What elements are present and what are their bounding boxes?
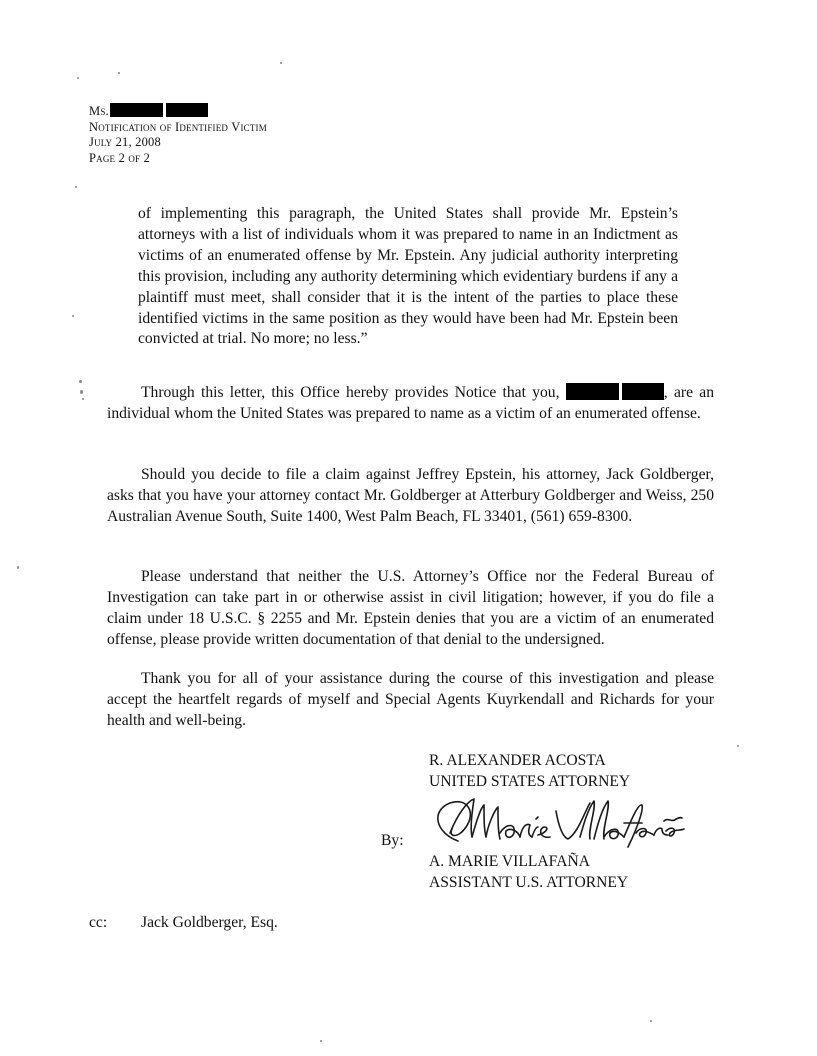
cc-recipient: Jack Goldberger, Esq.	[141, 914, 278, 931]
quoted-paragraph: of implementing this paragraph, the United States shall provide Mr. Epstein’s attorneys with a list of individuals whom it was prepared to name in an Indictment as victims of an enumerated offense by Mr. Epstein. Any judicial authority interpreting this provision, including any authority determining which evidentiary burdens if any a plaintiff must meet, shall consider that it is the intent of the parties to place these identified victims in the same position as they would have been had Mr. Epstein been convicted at trial. No more; no less.”	[138, 205, 678, 348]
by-label: By:	[381, 832, 404, 849]
subject-line: Notification of Identified Victim	[89, 119, 267, 134]
scan-speck	[17, 566, 19, 569]
redaction-block	[566, 383, 619, 400]
attorney-name: R. ALEXANDER ACOSTA	[429, 752, 606, 769]
scan-speck	[75, 186, 77, 188]
cc-line	[89, 914, 278, 932]
page-number: Page 2 of 2	[89, 150, 151, 165]
signature-block	[429, 750, 630, 792]
closing-paragraph	[107, 669, 714, 732]
scan-speck	[72, 315, 74, 317]
redaction-block	[622, 383, 664, 400]
cc-label: cc:	[89, 914, 108, 931]
scan-speck	[82, 398, 84, 400]
claim-paragraph	[107, 465, 714, 528]
signer-title: ASSISTANT U.S. ATTORNEY	[429, 874, 629, 891]
scan-speck	[79, 380, 82, 383]
date-line: July 21, 2008	[89, 135, 161, 149]
scan-speck	[77, 77, 79, 79]
addressee-prefix: Ms.	[89, 104, 109, 118]
signer-name: A. MARIE VILLAFAÑA	[429, 853, 590, 870]
addressee-line	[89, 103, 267, 120]
scan-speck	[737, 745, 739, 747]
attorney-title: UNITED STATES ATTORNEY	[429, 773, 631, 790]
handwritten-signature	[428, 793, 688, 849]
scan-speck	[320, 1040, 322, 1042]
closing-text: Thank you for all of your assistance during the course of this investigation and please accept the heartfelt regards of myself and Special Agents Kuyrkendall and Richards for your health and well-being.	[107, 670, 714, 729]
claim-text: Should you decide to file a claim against Jeffrey Epstein, his attorney, Jack Goldberger, asks that you have your attorney contact Mr. Goldberger at Atterbury Goldberger and Weiss, 250 Australian Avenue South, Suite 1400, West Palm Beach, FL 33401, (561) 659-8300.	[107, 466, 714, 525]
litigation-text: Please understand that neither the U.S. Attorney’s Office nor the Federal Bureau of Investigation can take part in or otherwise assist in civil litigation; however, if you do file a claim under 18 U.S.C. § 2255 and Mr. Epstein denies that you are a victim of an enumerated offense, please provide written documentation of that denial to the undersigned.	[107, 568, 714, 648]
signer-block	[429, 851, 628, 893]
scan-speck	[118, 72, 120, 74]
scan-speck	[80, 390, 83, 394]
notice-text-after: , are an individual whom the United States was prepared to name as a victim of an enumerated offense.	[107, 384, 714, 422]
scan-speck	[280, 62, 282, 64]
notice-paragraph	[107, 383, 714, 425]
scan-speck	[650, 1020, 652, 1022]
redaction-block	[166, 103, 208, 117]
notice-text-before: Through this letter, this Office hereby provides Notice that you,	[141, 384, 560, 401]
litigation-paragraph	[107, 567, 714, 651]
letter-header	[89, 103, 267, 166]
redaction-block	[110, 103, 163, 117]
